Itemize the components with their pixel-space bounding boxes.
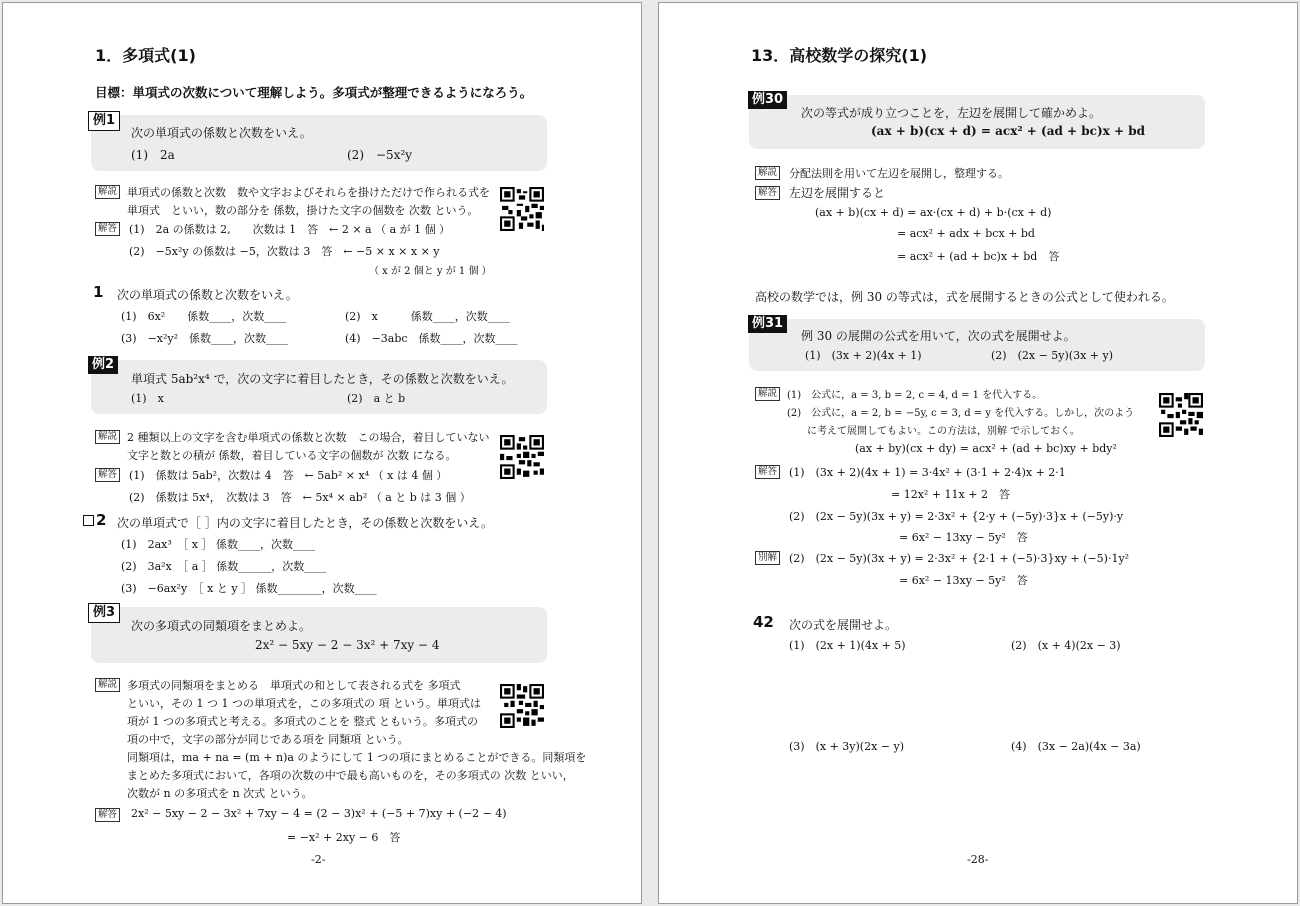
question-item: (3) (x + 3y)(2x − y) bbox=[789, 740, 905, 753]
question-number: 2 bbox=[83, 511, 106, 529]
answer-line: = acx² + adx + bcx + bd bbox=[897, 227, 1035, 240]
explanation-line: 単項式の係数と次数 数や文字およびそれらを掛けただけで作られる式を bbox=[127, 186, 490, 199]
answer-line: (2) −5x²y の係数は −5，次数は 3 答 ← −5 × x × x × y bbox=[129, 245, 440, 258]
answer-line: (1) 係数は 5ab²，次数は 4 答 ← 5ab² × x⁴ （ x は 4 個 ） bbox=[129, 469, 448, 482]
question-item: (1) 2ax³ ［ x ］ 係数____，次数____ bbox=[121, 538, 315, 551]
kaisetsu-label: 解説 bbox=[755, 387, 780, 401]
page-number: -2- bbox=[311, 853, 326, 866]
answer-line: (2) (2x − 5y)(3x + y) = 2·3x² + {2·y + (−5y)·3}x + (−5y)·y bbox=[789, 510, 1124, 523]
page-number: -28- bbox=[967, 853, 989, 866]
explanation-line: (2) 公式に，a = 2, b = −5y, c = 3, d = y を代入する。しかし，次のよう bbox=[787, 408, 1135, 419]
example-question: 単項式 5ab²x⁴ で，次の文字に着目したとき，その係数と次数をいえ。 bbox=[131, 372, 514, 386]
explanation-line: 多項式の同類項をまとめる 単項式の和として表される式を 多項式 bbox=[127, 679, 461, 692]
explanation-line: 2 種類以上の文字を含む単項式の係数と次数 この場合，着目していない bbox=[127, 431, 490, 444]
example-part: (1) (3x + 2)(4x + 1) bbox=[805, 349, 922, 362]
qr-code-icon[interactable] bbox=[500, 187, 544, 231]
question-text: 次の単項式で［ ］内の文字に着目したとき，その係数と次数をいえ。 bbox=[117, 516, 494, 530]
question-item: (2) x 係数____，次数____ bbox=[345, 310, 510, 323]
example-tag: 例3 bbox=[88, 603, 120, 623]
kaito-label: 解答 bbox=[95, 808, 120, 822]
explanation-line: 次数が n の多項式を n 次式 という。 bbox=[127, 787, 313, 800]
goal-text: 目標：単項式の次数について理解しよう。多項式が整理できるようになろう。 bbox=[95, 85, 533, 100]
qr-code-icon[interactable] bbox=[500, 435, 544, 479]
betsukai-label: 別解 bbox=[755, 551, 780, 565]
answer-note: （ x が 2 個と y が 1 個 ） bbox=[369, 266, 492, 277]
answer-line: = 12x² + 11x + 2 答 bbox=[891, 488, 1010, 501]
answer-line: (2) 係数は 5x⁴， 次数は 3 答 ← 5x⁴ × ab² （ a と b は 3 個 ） bbox=[129, 491, 471, 504]
explanation-line: 文字と数との積が 係数，着目している文字の個数が 次数 になる。 bbox=[127, 449, 457, 462]
question-item: (1) (2x + 1)(4x + 5) bbox=[789, 639, 906, 652]
example-part: (2) a と b bbox=[347, 392, 406, 405]
question-item: (4) (3x − 2a)(4x − 3a) bbox=[1011, 740, 1141, 753]
kaisetsu-label: 解説 bbox=[95, 678, 120, 692]
answer-line: (2) (2x − 5y)(3x + y) = 2·3x² + {2·1 + (−5)·3}xy + (−5)·1y² bbox=[789, 552, 1130, 565]
page-right bbox=[658, 2, 1298, 904]
kaisetsu-label: 解説 bbox=[755, 166, 780, 180]
example-tag: 例2 bbox=[88, 356, 118, 374]
qr-code-icon[interactable] bbox=[500, 684, 544, 728]
answer-line: 2x² − 5xy − 2 − 3x² + 7xy − 4 = (2 − 3)x² + (−5 + 7)xy + (−2 − 4) bbox=[131, 807, 507, 820]
example-question: 次の単項式の係数と次数をいえ。 bbox=[131, 126, 312, 140]
answer-line: = 6x² − 13xy − 5y² 答 bbox=[899, 531, 1028, 544]
explanation-line: 項が 1 つの多項式と考える。多項式のことを 整式 ともいう。多項式の bbox=[127, 715, 478, 728]
question-number: 1 bbox=[93, 283, 104, 301]
answer-intro: 左辺を展開すると bbox=[789, 186, 886, 200]
example-part: (2) (2x − 5y)(3x + y) bbox=[991, 349, 1113, 362]
example-tag: 例31 bbox=[748, 315, 787, 333]
question-text: 次の式を展開せよ。 bbox=[789, 618, 898, 632]
question-item: (3) −x²y² 係数____，次数____ bbox=[121, 332, 289, 345]
question-item: (2) 3a²x ［ a ］ 係数______，次数____ bbox=[121, 560, 327, 573]
example-question: 次の多項式の同類項をまとめよ。 bbox=[131, 619, 312, 633]
answer-line: (1) (3x + 2)(4x + 1) = 3·4x² + (3·1 + 2·4)x + 2·1 bbox=[789, 466, 1066, 479]
example-part: (1) 2a bbox=[131, 148, 175, 162]
question-item: (4) −3abc 係数____，次数____ bbox=[345, 332, 518, 345]
explanation-line: 分配法則を用いて左辺を展開し，整理する。 bbox=[789, 167, 1009, 180]
answer-line: (1) 2a の係数は 2, 次数は 1 答 ← 2 × a （ a が 1 個 ） bbox=[129, 223, 451, 236]
example-box bbox=[91, 607, 547, 663]
qr-code-icon[interactable] bbox=[1159, 393, 1203, 437]
checkbox-icon[interactable] bbox=[83, 515, 94, 526]
question-item: (1) 6x² 係数____，次数____ bbox=[121, 310, 287, 323]
example-question: 次の等式が成り立つことを，左辺を展開して確かめよ。 bbox=[801, 106, 1102, 120]
answer-line: = −x² + 2xy − 6 答 bbox=[287, 831, 401, 844]
example-expression: 2x² − 5xy − 2 − 3x² + 7xy − 4 bbox=[255, 638, 440, 652]
explanation-line: といい，その 1 つ 1 つの単項式を，この多項式の 項 という。単項式は bbox=[127, 697, 481, 710]
explanation-line: 項の中で，文字の部分が同じである項を 同類項 という。 bbox=[127, 733, 409, 746]
formula-line: (ax + by)(cx + dy) = acx² + (ad + bc)xy + bdy² bbox=[855, 442, 1117, 455]
explanation-line: (1) 公式に，a = 3, b = 2, c = 4, d = 1 を代入する。 bbox=[787, 390, 1043, 401]
question-number: 42 bbox=[753, 613, 774, 631]
page-title: 1．多項式(1) bbox=[95, 46, 196, 65]
explanation-line: まとめた多項式において，各項の次数の中で最も高いものを，その多項式の 次数 といい， bbox=[127, 769, 574, 782]
kaisetsu-label: 解説 bbox=[95, 185, 120, 199]
example-tag: 例30 bbox=[748, 91, 787, 109]
kaito-label: 解答 bbox=[755, 465, 780, 479]
kaisetsu-label: 解説 bbox=[95, 430, 120, 444]
example-expression: (ax + b)(cx + d) = acx² + (ad + bc)x + bd bbox=[871, 124, 1145, 138]
answer-line: (ax + b)(cx + d) = ax·(cx + d) + b·(cx + d) bbox=[815, 206, 1052, 219]
kaito-label: 解答 bbox=[95, 468, 120, 482]
explanation-line: に考えて展開してもよい。この方法は，別解 で示しておく。 bbox=[807, 426, 1080, 437]
question-text: 次の単項式の係数と次数をいえ。 bbox=[117, 288, 298, 302]
kaito-label: 解答 bbox=[755, 186, 780, 200]
page-title: 13．高校数学の探究(1) bbox=[751, 46, 928, 65]
example-question: 例 30 の展開の公式を用いて，次の式を展開せよ。 bbox=[801, 329, 1076, 343]
question-item: (3) −6ax²y ［ x と y ］ 係数________，次数____ bbox=[121, 582, 377, 595]
note-text: 高校の数学では，例 30 の等式は，式を展開するときの公式として使われる。 bbox=[755, 290, 1174, 304]
explanation-line: 同類項は，ma + na = (m + n)a のようにして 1 つの項にまとめることができる。同類項を bbox=[127, 751, 587, 764]
example-part: (2) −5x²y bbox=[347, 148, 413, 162]
example-tag: 例1 bbox=[88, 111, 120, 131]
answer-line: = acx² + (ad + bc)x + bd 答 bbox=[897, 250, 1060, 263]
kaito-label: 解答 bbox=[95, 222, 120, 236]
answer-line: = 6x² − 13xy − 5y² 答 bbox=[899, 574, 1028, 587]
page-left bbox=[2, 2, 642, 904]
example-part: (1) x bbox=[131, 392, 164, 405]
question-item: (2) (x + 4)(2x − 3) bbox=[1011, 639, 1121, 652]
explanation-line: 単項式 といい，数の部分を 係数，掛けた文字の個数を 次数 という。 bbox=[127, 204, 479, 217]
